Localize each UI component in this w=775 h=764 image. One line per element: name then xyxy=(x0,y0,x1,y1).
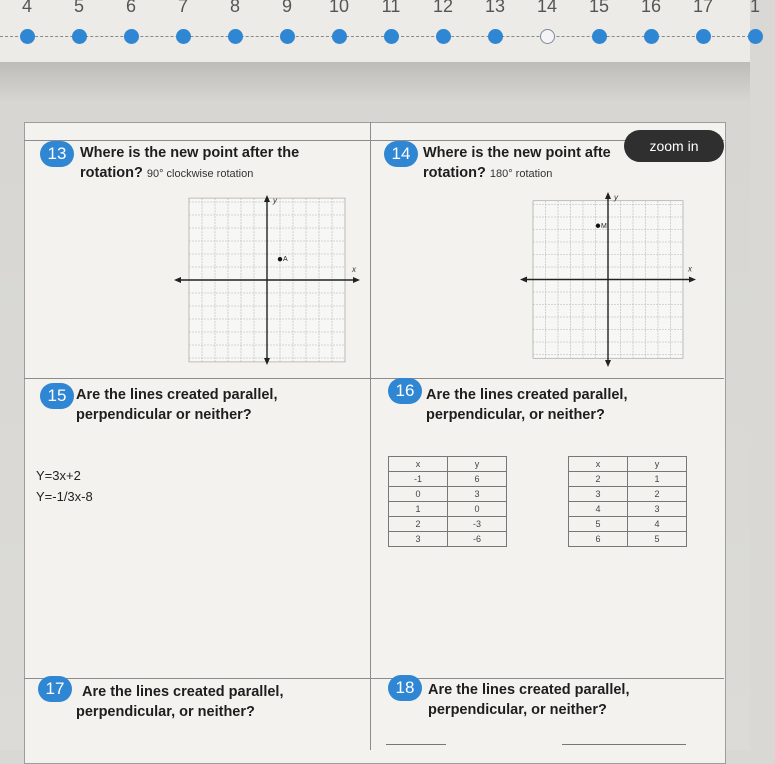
table-row xyxy=(389,532,507,547)
question-13-line2: rotation? xyxy=(80,165,143,181)
arrow-icon xyxy=(605,360,611,367)
partial-table-top xyxy=(386,744,446,745)
table-cell: 3 xyxy=(389,532,448,547)
progress-number[interactable]: 9 xyxy=(281,0,292,16)
x-axis-label: x xyxy=(352,265,356,274)
question-15-line2: perpendicular or neither? xyxy=(76,407,252,423)
question-16-line2: perpendicular, or neither? xyxy=(426,407,605,423)
table-cell: -3 xyxy=(448,517,507,532)
worksheet-top-rule xyxy=(24,140,724,141)
question-13-note: 90° clockwise rotation xyxy=(146,168,254,180)
question-13-line1: Where is the new point after the xyxy=(80,145,300,161)
question-15-line1: Are the lines created parallel, xyxy=(76,387,278,403)
table-cell: x xyxy=(569,457,628,472)
point-label: A xyxy=(283,256,288,264)
table-cell: 0 xyxy=(448,502,507,517)
question-number-badge: 15 xyxy=(40,383,74,409)
question-number-badge: 14 xyxy=(384,141,418,167)
table-header-row xyxy=(569,457,687,472)
question-18-text xyxy=(428,680,629,720)
question-number-badge: 18 xyxy=(388,675,422,701)
question-number-badge: 17 xyxy=(38,676,72,702)
table-cell: 2 xyxy=(389,517,448,532)
table-cell: 6 xyxy=(569,532,628,547)
progress-number[interactable]: 17 xyxy=(692,0,714,16)
progress-dot[interactable] xyxy=(540,29,555,44)
worksheet-column-divider xyxy=(370,122,371,750)
arrow-icon xyxy=(353,277,360,283)
table-cell: -1 xyxy=(389,472,448,487)
question-13-coordinate-grid xyxy=(172,195,362,365)
arrow-icon xyxy=(520,277,527,283)
progress-dot[interactable] xyxy=(332,29,347,44)
table-row xyxy=(389,472,507,487)
progress-number[interactable]: 7 xyxy=(177,0,188,16)
table-row xyxy=(389,517,507,532)
y-axis-label: y xyxy=(614,193,618,202)
table-row xyxy=(389,487,507,502)
progress-dot[interactable] xyxy=(644,29,659,44)
question-number-badge: 13 xyxy=(40,141,74,167)
table-cell: 6 xyxy=(448,472,507,487)
progress-dot[interactable] xyxy=(384,29,399,44)
table-cell: 4 xyxy=(569,502,628,517)
table-cell: 2 xyxy=(569,472,628,487)
table-row xyxy=(389,502,507,517)
progress-dot[interactable] xyxy=(124,29,139,44)
progress-dot[interactable] xyxy=(592,29,607,44)
y-axis-label: y xyxy=(273,196,277,205)
progress-dot[interactable] xyxy=(696,29,711,44)
x-axis-label: x xyxy=(688,264,692,274)
question-14-line2: rotation? xyxy=(423,165,486,181)
table-cell: 4 xyxy=(628,517,687,532)
table-cell: y xyxy=(628,457,687,472)
table-header-row xyxy=(389,457,507,472)
table-row xyxy=(569,502,687,517)
progress-number[interactable]: 11 xyxy=(381,0,401,16)
equation-1: Y=3x+2 xyxy=(36,468,81,483)
question-16-text xyxy=(426,385,627,425)
table-cell: y xyxy=(448,457,507,472)
progress-number[interactable]: 4 xyxy=(21,0,32,16)
progress-number[interactable]: 12 xyxy=(432,0,454,16)
worksheet-row-divider xyxy=(24,378,724,379)
table-cell: 5 xyxy=(569,517,628,532)
plotted-point xyxy=(278,257,282,261)
question-13-text xyxy=(80,143,299,184)
table-cell: x xyxy=(389,457,448,472)
question-18-line1: Are the lines created parallel, xyxy=(428,682,630,698)
progress-number[interactable]: 5 xyxy=(73,0,84,16)
progress-dot[interactable] xyxy=(280,29,295,44)
table-row xyxy=(569,532,687,547)
progress-number[interactable]: 15 xyxy=(588,0,610,16)
progress-number[interactable]: 16 xyxy=(640,0,662,16)
progress-number[interactable]: 1 xyxy=(749,0,760,16)
worksheet-row-divider xyxy=(24,678,724,679)
table-row xyxy=(569,472,687,487)
progress-track xyxy=(0,36,750,38)
question-number-badge: 16 xyxy=(388,378,422,404)
question-16-table-1 xyxy=(388,456,507,547)
table-cell: -6 xyxy=(448,532,507,547)
progress-dot[interactable] xyxy=(228,29,243,44)
question-16-line1: Are the lines created parallel, xyxy=(426,387,628,403)
arrow-icon xyxy=(605,192,611,199)
table-row xyxy=(569,487,687,502)
table-cell: 3 xyxy=(569,487,628,502)
question-15-text xyxy=(76,385,277,425)
plotted-point xyxy=(596,224,600,228)
equation-2: Y=-1/3x-8 xyxy=(36,489,93,504)
progress-dot[interactable] xyxy=(72,29,87,44)
progress-number[interactable]: 10 xyxy=(328,0,350,16)
table-row xyxy=(569,517,687,532)
arrow-icon xyxy=(689,277,696,283)
table-cell: 3 xyxy=(448,487,507,502)
progress-dot[interactable] xyxy=(20,29,35,44)
progress-dot[interactable] xyxy=(436,29,451,44)
arrow-icon xyxy=(174,277,181,283)
question-14-line1: Where is the new point afte xyxy=(423,145,611,161)
progress-dot[interactable] xyxy=(176,29,191,44)
question-17-line1: Are the lines created parallel, xyxy=(82,684,284,700)
progress-number[interactable]: 14 xyxy=(536,0,558,16)
question-progress-bar xyxy=(0,0,760,62)
table-cell: 1 xyxy=(628,472,687,487)
table-cell: 0 xyxy=(389,487,448,502)
question-14-note: 180° rotation xyxy=(489,168,553,180)
progress-dot[interactable] xyxy=(488,29,503,44)
progress-dot[interactable] xyxy=(748,29,763,44)
partial-table-top xyxy=(562,744,686,745)
progress-number[interactable]: 6 xyxy=(125,0,136,16)
progress-number[interactable]: 8 xyxy=(229,0,240,16)
question-16-table-2 xyxy=(568,456,687,547)
table-cell: 2 xyxy=(628,487,687,502)
question-17-text xyxy=(76,682,283,722)
table-cell: 5 xyxy=(628,532,687,547)
zoom-in-button[interactable]: zoom in xyxy=(624,130,724,162)
table-cell: 1 xyxy=(389,502,448,517)
table-cell: 3 xyxy=(628,502,687,517)
question-14-text xyxy=(423,143,611,184)
progress-number[interactable]: 13 xyxy=(484,0,506,16)
question-18-line2: perpendicular, or neither? xyxy=(428,702,607,718)
question-14-coordinate-grid xyxy=(518,192,698,367)
question-17-line2: perpendicular, or neither? xyxy=(76,704,255,720)
point-label: M xyxy=(601,222,607,230)
